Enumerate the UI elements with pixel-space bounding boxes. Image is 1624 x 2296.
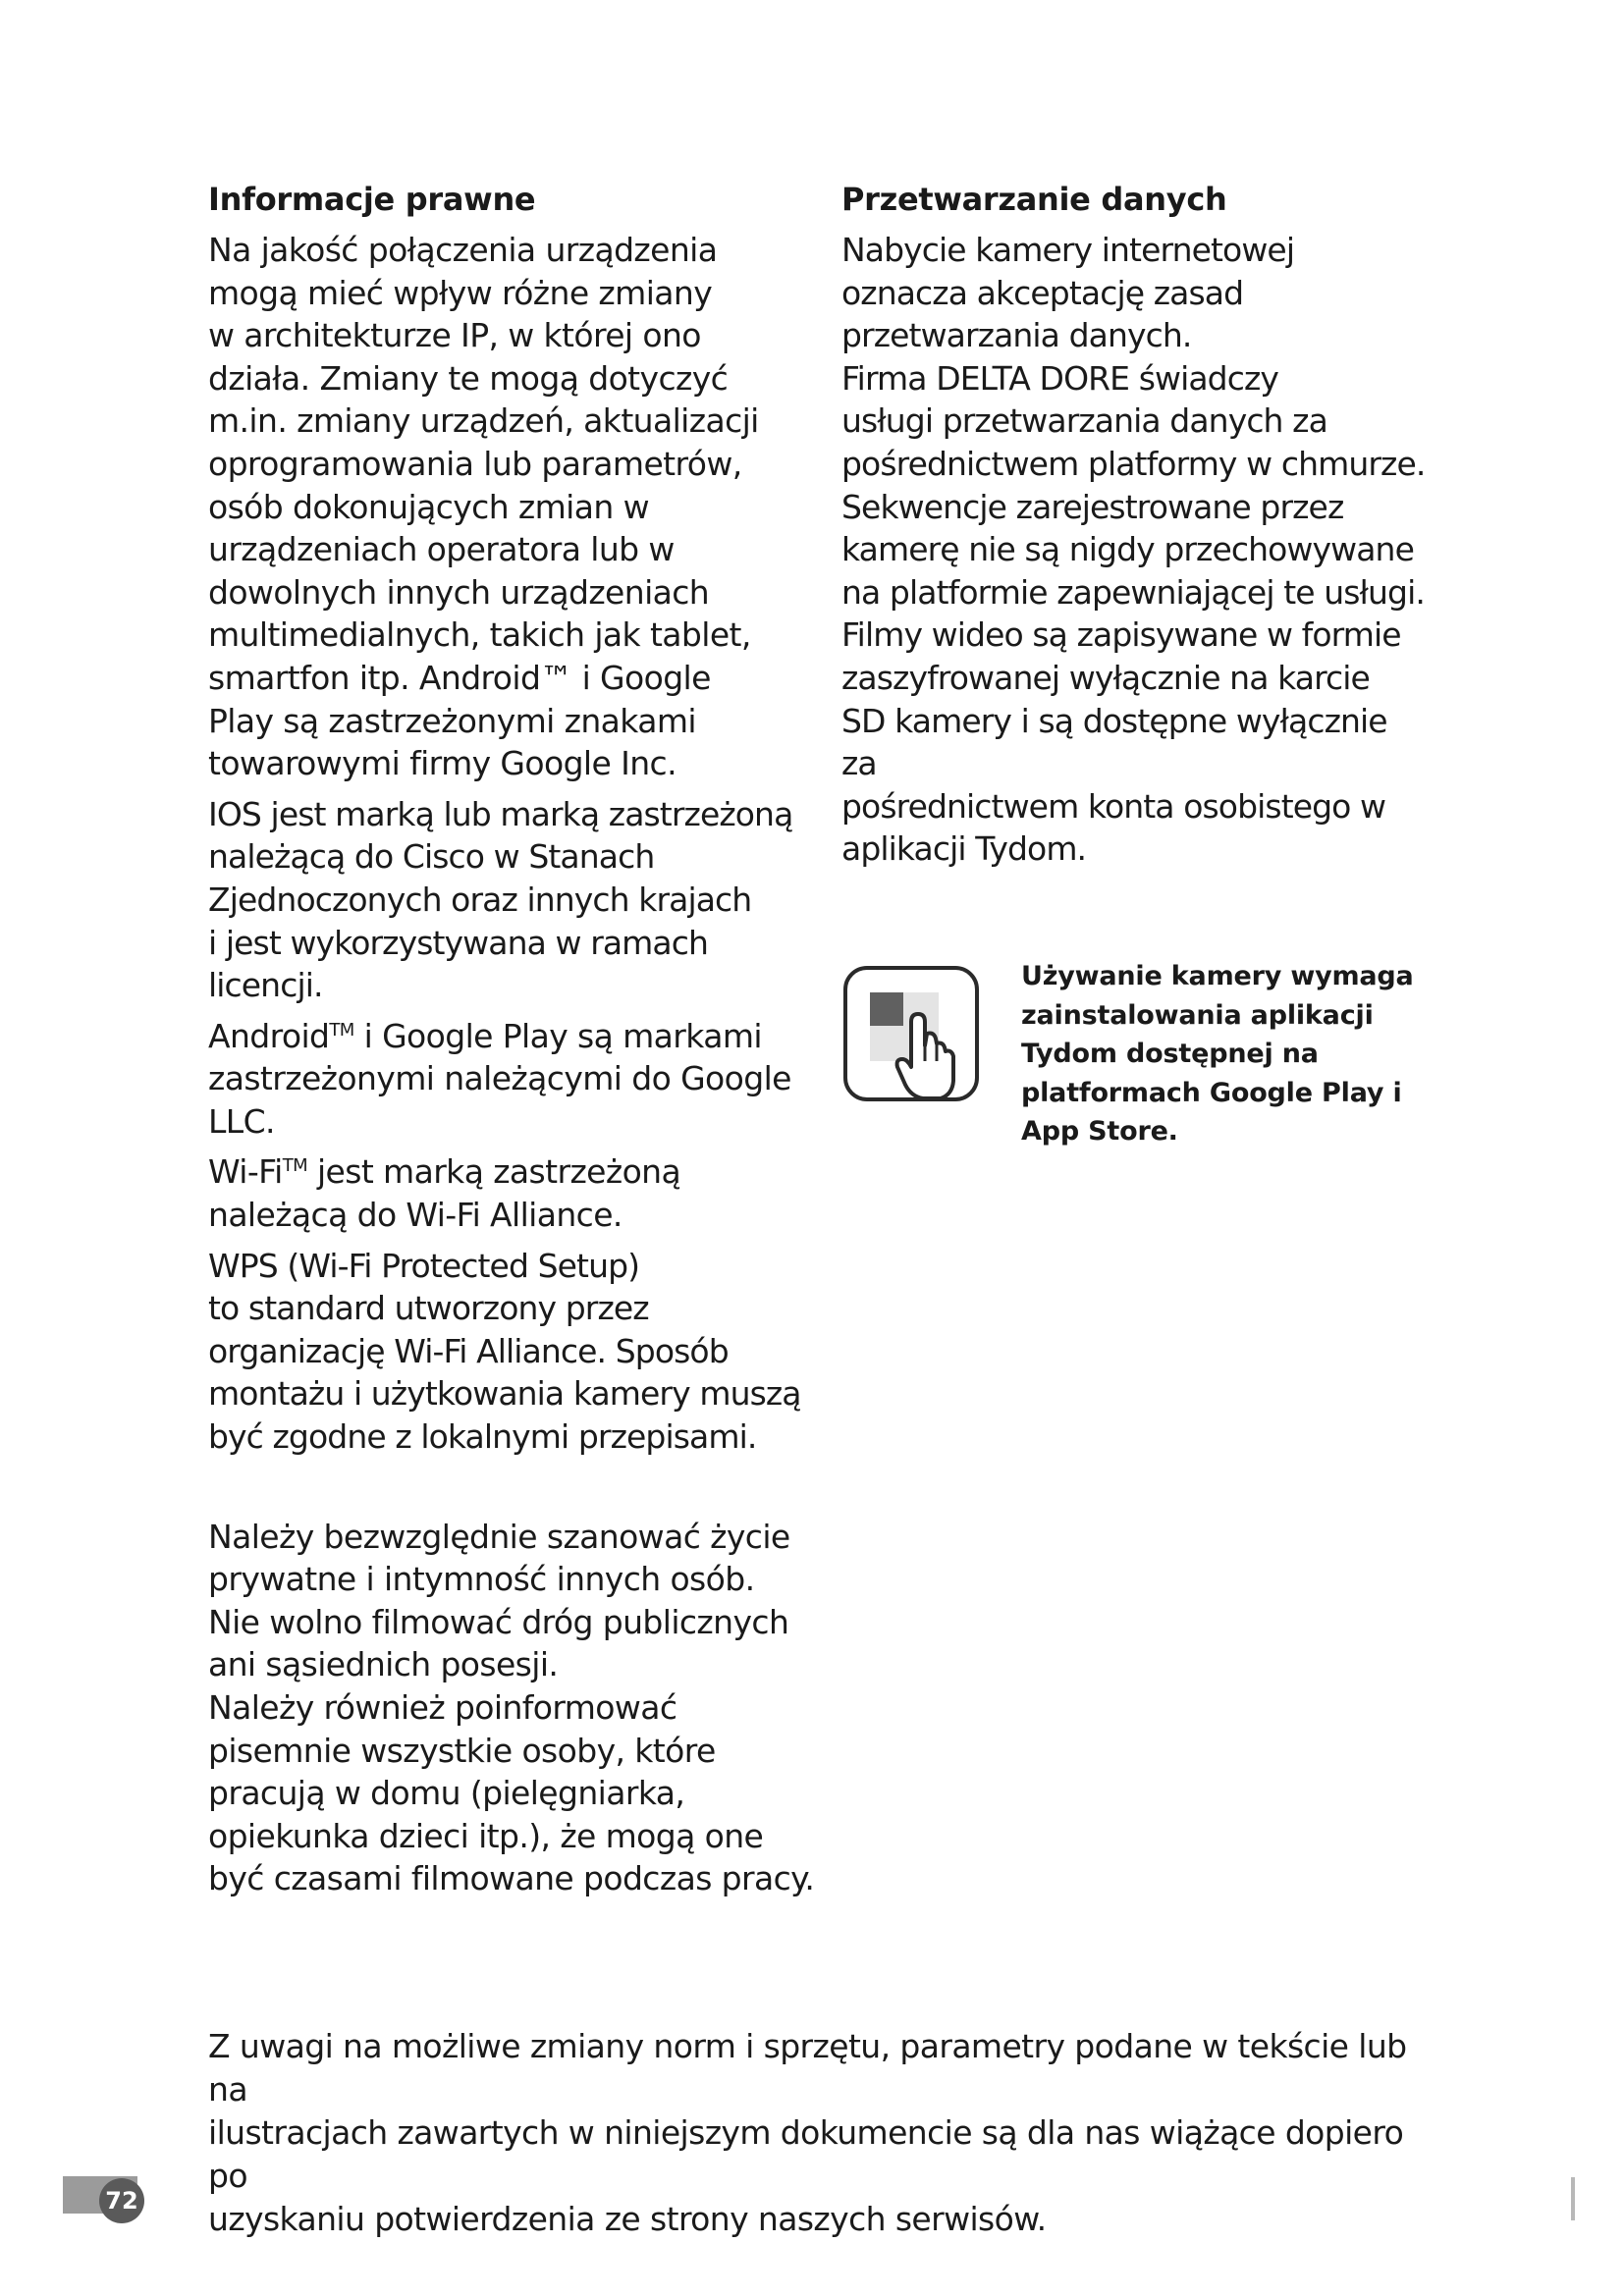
- legal-paragraph-connection: Na jakość połączenia urządzenia mogą mieć wpływ różne zmiany w architekturze IP, w której ono działa. Zmiany te mogą dotyczyć m.in. zmiany urządzeń, aktualizacji oprogramowania lub parametrów, osób dokonujących zmian w urządzeniach operatora lub w dowolnych innych urządzeniach multimedialnych, takich jak tablet, smartfon itp. Android™ i Google Play są zastrzeżonymi znakami towarowymi firmy Google Inc.: [208, 231, 759, 783]
- wifi-word: Wi-Fi: [208, 1152, 283, 1192]
- edge-mark: [1571, 2177, 1575, 2220]
- legal-paragraph-ios: IOS jest marką lub marką zastrzeżoną należącą do Cisco w Stanach Zjednoczonych oraz innych krajach i jest wykorzystywana w ramach licencji.: [208, 794, 793, 1005]
- data-processing-paragraph: Nabycie kamery internetowej oznacza akceptację zasad przetwarzania danych. Firma DELTA DORE świadczy usługi przetwarzania danych za pośrednictwem platformy w chmurze. Sekwencje zarejestrowane przez kamerę nie są nigdy przechowywane na platformie zapewniającej te usługi. Filmy wideo są zapisywane w formie zaszyfrowanej wyłącznie na karcie SD kamery i są dostępne wyłącznie za pośrednictwem konta osobistego w aplikacji Tydom.: [841, 231, 1426, 869]
- data-processing-heading: Przetwarzanie danych: [841, 181, 1227, 218]
- page-number: 72: [99, 2178, 144, 2223]
- app-touch-icon: [842, 965, 980, 1102]
- android-word: Android: [208, 1016, 330, 1055]
- wifi-tm: TM: [282, 1155, 308, 1177]
- legal-paragraph-wifi: [208, 1150, 837, 1236]
- disclaimer-footer: Z uwagi na możliwe zmiany norm i sprzętu, parametry podane w tekście lub na ilustracjach zawartych w niniejszym dokumencie są dla nas wiążące dopiero po uzyskaniu potwierdzenia ze strony naszych serwisów.: [208, 2027, 1407, 2238]
- data-processing-column: [841, 180, 1431, 879]
- legal-paragraph-android: [208, 1015, 837, 1144]
- privacy-paragraph: Należy bezwzględnie szanować życie prywatne i intymność innych osób. Nie wolno filmować dróg publicznych ani sąsiednich posesji. Należy również poinformować pisemnie wszystkie osoby, które pracują w domu (pielęgniarka, opiekunka dzieci itp.), że mogą one być czasami filmowane podczas pracy.: [208, 1517, 815, 1898]
- legal-info-heading: Informacje prawne: [208, 181, 536, 218]
- legal-info-column: [208, 180, 837, 1908]
- legal-paragraph-wps: WPS (Wi-Fi Protected Setup) to standard utworzony przez organizację Wi-Fi Alliance. Sposób montażu i użytkowania kamery muszą być zgodne z lokalnymi przepisami.: [208, 1246, 801, 1457]
- app-required-note: Używanie kamery wymaga zainstalowania aplikacji Tydom dostępnej na platformach Google Play i App Store.: [1021, 961, 1414, 1148]
- android-tm: TM: [329, 1019, 354, 1041]
- android-rest: i Google Play są markami zastrzeżonymi należącymi do Google LLC.: [208, 1016, 791, 1141]
- wifi-rest: jest marką zastrzeżoną należącą do Wi-Fi Alliance.: [208, 1152, 681, 1235]
